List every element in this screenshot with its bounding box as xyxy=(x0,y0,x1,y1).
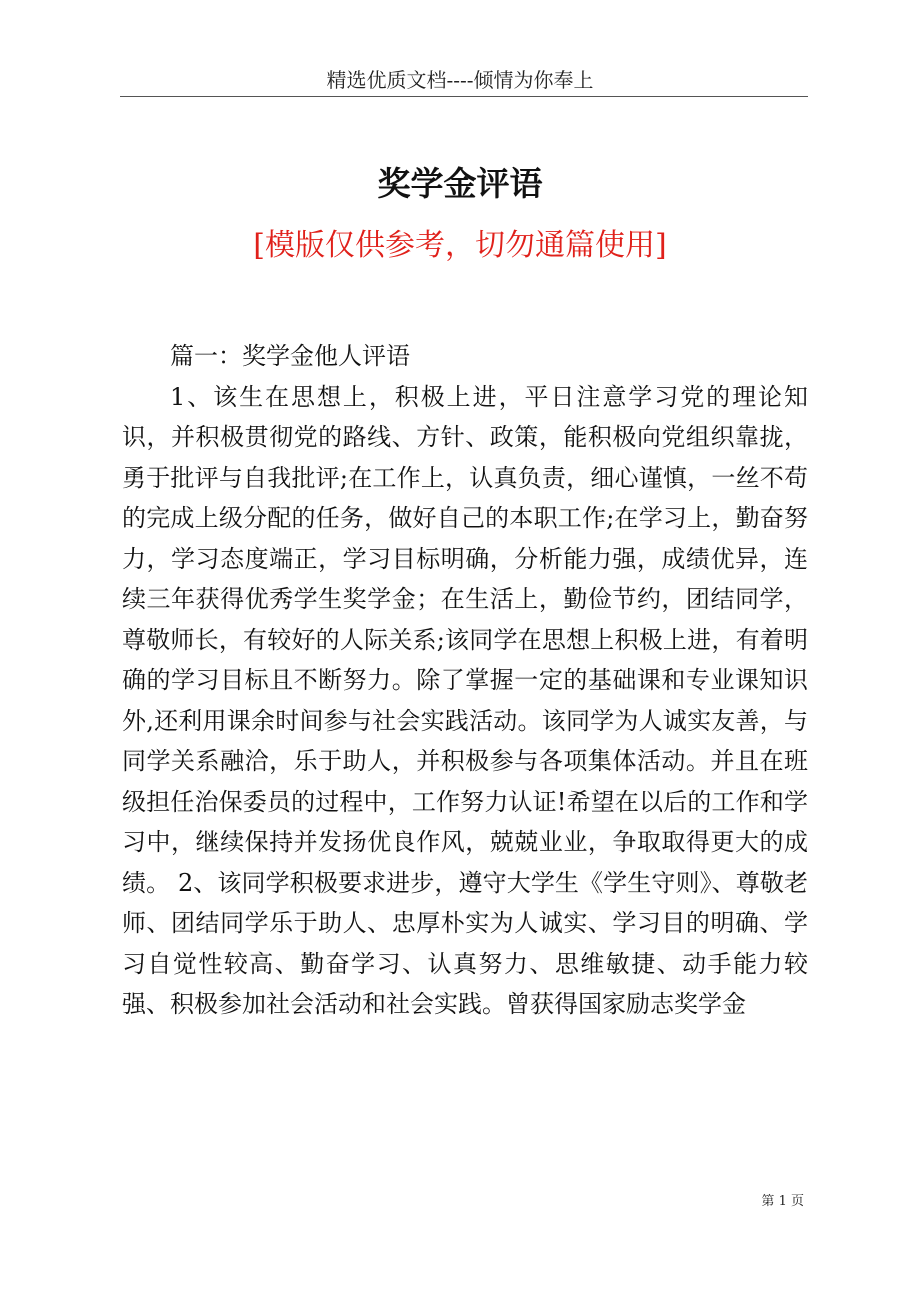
page-number-footer xyxy=(761,1193,804,1211)
body-paragraph: 1、该生在思想上，积极上进，平日注意学习党的理论知识，并积极贯彻党的路线、方针、政策，能积极向党组织靠拢，勇于批评与自我批评;在工作上，认真负责，细心谨慎，一丝不苟的完成上级分配的任务，做好自己的本职工作;在学习上，勤奋努力，学习态度端正，学习目标明确，分析能力强，成绩优异，连续三年获得优秀学生奖学金；在生活上，勤俭节约，团结同学，尊敬师长，有较好的人际关系;该同学在思想上积极上进，有着明确的学习目标且不断努力。除了掌握一定的基础课和专业课知识外,还利用课余时间参与社会实践活动。该同学为人诚实友善，与同学关系融洽，乐于助人，并积极参与各项集体活动。并且在班级担任治保委员的过程中，工作努力认证!希望在以后的工作和学习中，继续保持并发扬优良作风，兢兢业业，争取取得更大的成绩。 2、该同学积极要求进步，遵守大学生《学生守则》、尊敬老师、团结同学乐于助人、忠厚朴实为人诚实、学习目的明确、学习自觉性较高、勤奋学习、认真努力、思维敏捷、动手能力较强、积极参加社会活动和社会实践。曾获得国家励志奖学金 xyxy=(122,382,808,1018)
page-suffix: 页 xyxy=(790,1194,804,1209)
section-heading: 篇一：奖学金他人评语 xyxy=(170,342,410,370)
header-divider xyxy=(120,96,808,97)
document-body xyxy=(122,336,808,1025)
document-subtitle: [模版仅供参考，切勿通篇使用] xyxy=(253,228,667,263)
page-number: 1 xyxy=(778,1194,787,1209)
page-prefix: 第 xyxy=(761,1194,775,1209)
document-title: 奖学金评语 xyxy=(377,164,543,203)
page-header: 精选优质文档----倾情为你奉上 xyxy=(326,68,594,92)
